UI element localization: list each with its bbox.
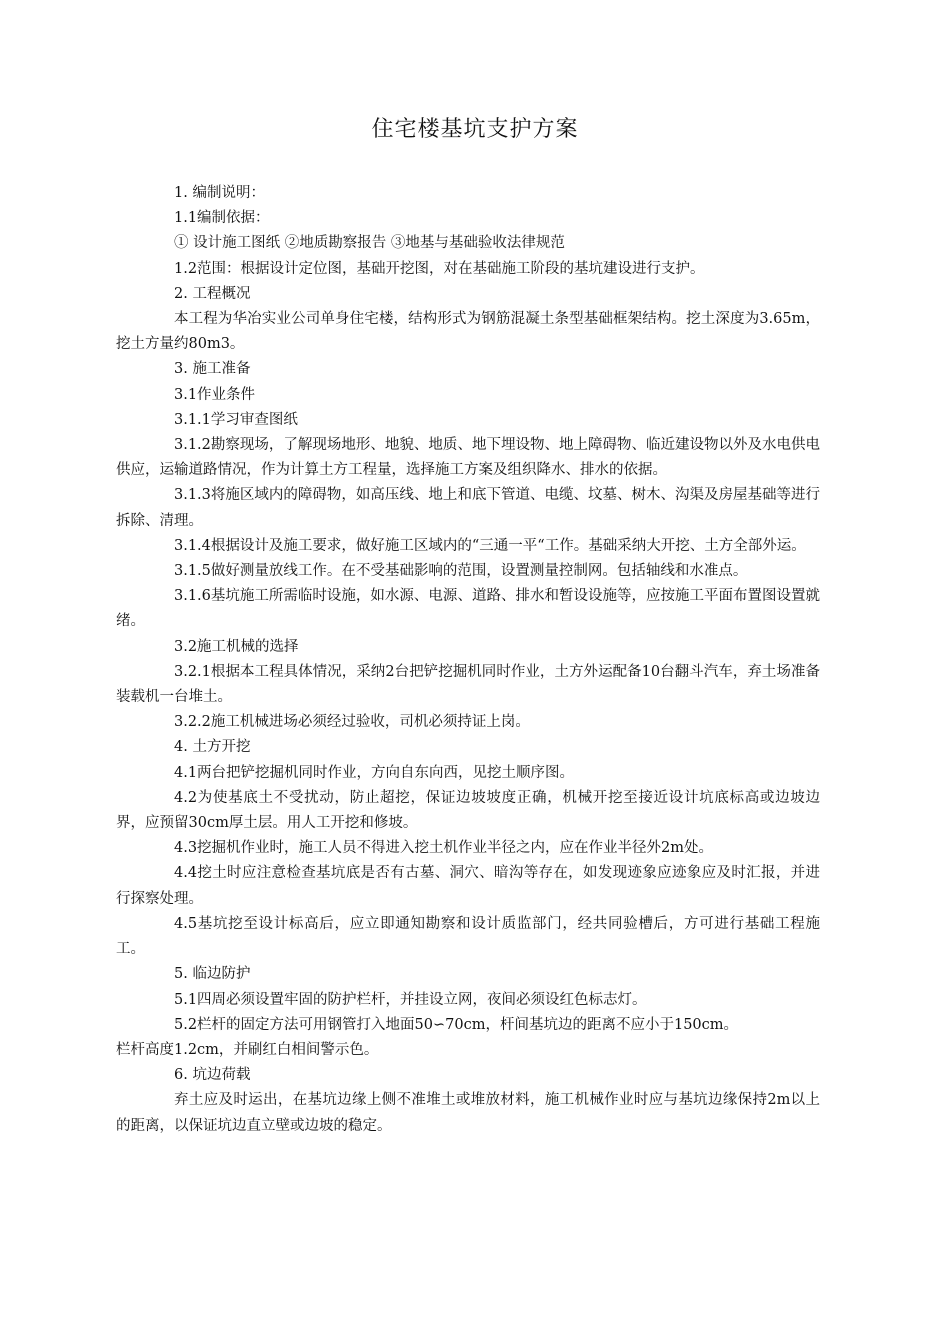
paragraph: 弃土应及时运出，在基坑边缘上侧不准堆土或堆放材料，施工机械作业时应与基坑边缘保持2m以上的距离，以保证坑边直立壁或边坡的稳定。 xyxy=(116,1092,820,1134)
document-body xyxy=(116,181,820,1139)
paragraph: 3.2.1根据本工程具体情况，采纳2台把铲挖掘机同时作业，土方外运配备10台翻斗汽车，弃土场准备装载机一台堆土。 xyxy=(116,663,820,706)
section-heading: 2. 工程概况 xyxy=(174,285,251,302)
section-heading: 4. 土方开挖 xyxy=(174,739,251,756)
paragraph: 本工程为华冶实业公司单身住宅楼，结构形式为钢筋混凝土条型基础框架结构。挖土深度为3.65m，挖土方量约80m3。 xyxy=(116,311,820,353)
paragraph: 5.2栏杆的固定方法可用钢管打入地面50∽70cm，杆间基坑边的距离不应小于150cm。 xyxy=(174,1016,739,1033)
subsection-heading: 1.1编制依据： xyxy=(174,210,270,227)
subsection-heading: 3.1作业条件 xyxy=(174,386,256,403)
section-heading: 6. 坑边荷载 xyxy=(174,1067,251,1084)
paragraph: ① 设计施工图纸 ②地质勘察报告 ③地基与基础验收法律规范 xyxy=(174,235,565,252)
paragraph: 3.1.3将施区域内的障碍物，如高压线、地上和底下管道、电缆、坟墓、树木、沟渠及房屋基础等进行拆除、清理。 xyxy=(116,487,820,529)
section-heading: 3. 施工准备 xyxy=(174,361,251,378)
subsection-heading: 3.2施工机械的选择 xyxy=(174,638,299,655)
paragraph: 4.5基坑挖至设计标高后，应立即通知勘察和设计质监部门，经共同验槽后，方可进行基础工程施工。 xyxy=(116,915,820,958)
paragraph: 4.4挖土时应注意检查基坑底是否有古墓、洞穴、暗沟等存在，如发现迹象应迹象应及时汇报，并进行探察处理。 xyxy=(116,865,820,907)
document-title: 住宅楼基坑支护方案 xyxy=(371,117,579,142)
paragraph: 3.1.5做好测量放线工作。在不受基础影响的范围，设置测量控制网。包括轴线和水准点。 xyxy=(174,563,748,580)
paragraph: 4.2为使基底土不受扰动，防止超挖，保证边坡坡度正确，机械开挖至接近设计坑底标高或边坡边界，应预留30cm厚土层。用人工开挖和修坡。 xyxy=(116,789,820,832)
paragraph: 3.1.4根据设计及施工要求，做好施工区域内的“三通一平“工作。基础采纳大开挖、土方全部外运。 xyxy=(174,537,806,554)
paragraph: 3.1.6基坑施工所需临时设施，如水源、电源、道路、排水和暂设设施等，应按施工平面布置图设置就绪。 xyxy=(116,588,820,630)
paragraph: 3.2.2施工机械进场必须经过验收，司机必须持证上岗。 xyxy=(174,714,530,731)
paragraph: 4.3挖掘机作业时，施工人员不得进入挖土机作业半径之内，应在作业半径外2m处。 xyxy=(174,840,714,857)
paragraph: 3.1.1学习审查图纸 xyxy=(174,411,298,428)
section-heading: 1. 编制说明： xyxy=(174,185,265,201)
paragraph: 1.2范围：根据设计定位图，基础开挖图，对在基础施工阶段的基坑建设进行支护。 xyxy=(174,260,705,277)
paragraph: 5.1四周必须设置牢固的防护栏杆，并挂设立网，夜间必须设红色标志灯。 xyxy=(174,991,647,1008)
paragraph: 4.1两台把铲挖掘机同时作业，方向自东向西，见挖土顺序图。 xyxy=(174,764,575,781)
paragraph-continuation: 栏杆高度1.2cm，并刷红白相间警示色。 xyxy=(116,1041,379,1058)
section-heading: 5. 临边防护 xyxy=(174,966,251,983)
paragraph: 3.1.2勘察现场，了解现场地形、地貌、地质、地下埋设物、地上障碍物、临近建设物以外及水电供电供应，运输道路情况，作为计算土方工程量，选择施工方案及组织降水、排水的依据。 xyxy=(116,437,820,479)
